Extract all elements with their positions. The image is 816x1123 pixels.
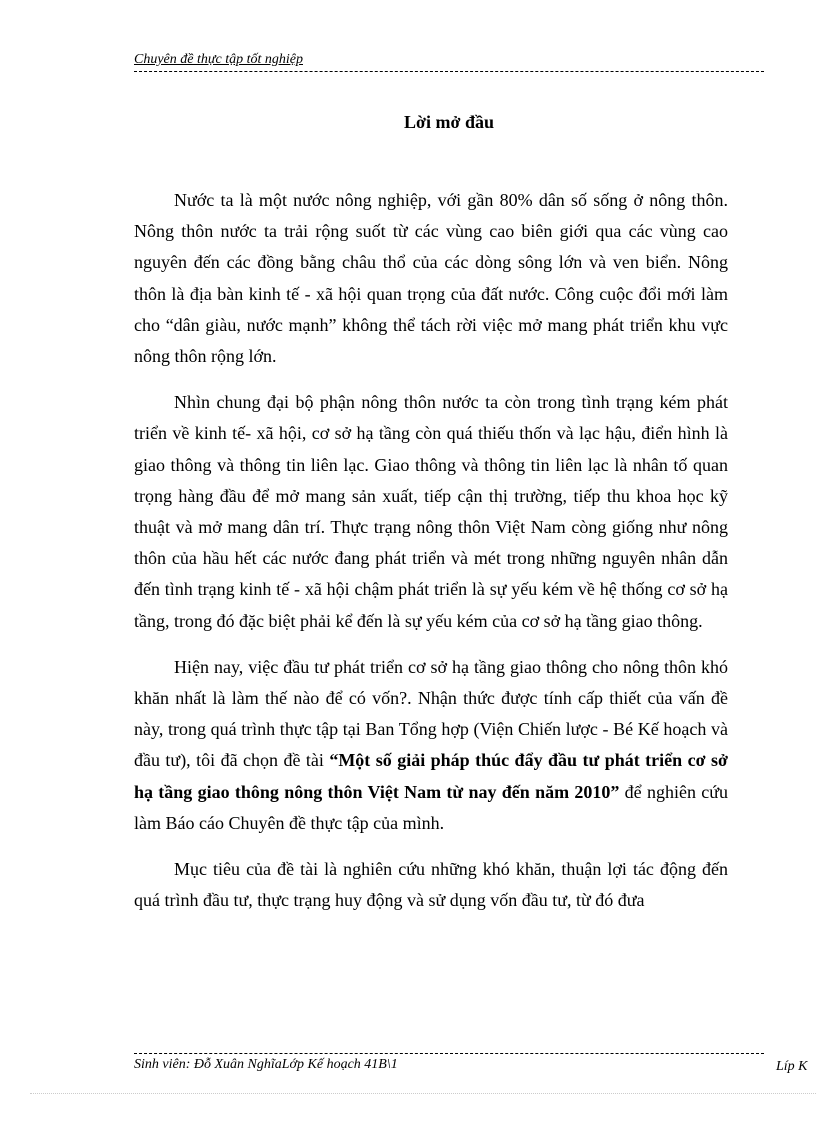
header-text: Chuyên đề thực tập tốt nghiệp xyxy=(134,52,303,67)
page-footer xyxy=(134,1053,764,1076)
paragraph-3-text: Hiện nay, việc đầu tư phát triển cơ sở hạ tầng giao thông cho nông thôn khó khăn nhất là làm thế nào để có vốn?. Nhận thức được tính cấp thiết của vấn đề này, trong quá trình thực tập tại Ban Tổng hợp (Viện Chiến lược - Bé Kế hoạch và đầu tư), tôi đã chọn đề tài xyxy=(134,656,728,771)
page-title: Lời mở đầu xyxy=(404,112,494,132)
thesis-topic-title: “Một số giải pháp thúc đẩy đầu tư phát triển cơ sở hạ tầng giao thông nông thôn Việt Nam từ nay đến năm 2010” xyxy=(134,750,728,802)
footer-student-info: Sinh viên: Đỗ Xuân NghĩaLớp Kế hoạch 41B\1 xyxy=(134,1057,398,1072)
paragraph-4: Mục tiêu của đề tài là nghiên cứu những khó khăn, thuận lợi tác động đến quá trình đầu tư, thực trạng huy động và sử dụng vốn đầu tư, từ đó đưa xyxy=(134,859,728,911)
footer-class-label: Líp K xyxy=(776,1059,808,1074)
paragraph-3 xyxy=(134,652,728,839)
paragraph-1: Nước ta là một nước nông nghiệp, với gần 80% dân số sống ở nông thôn. Nông thôn nước ta trải rộng suốt từ các vùng cao biên giới qua các vùng cao nguyên đến các đồng bằng châu thổ của các dòng sông lớn và ven biển. Nông thôn là địa bàn kinh tế - xã hội quan trọng của đất nước. Công cuộc đổi mới làm cho “dân giàu, nước mạnh” không thể tách rời việc mở mang phát triển khu vực nông thôn rộng lớn. xyxy=(134,190,728,367)
page-bottom-divider xyxy=(30,1093,816,1094)
paragraph-3-text-end: để nghiên cứu làm Báo cáo Chuyên đề thực tập của mình. xyxy=(134,781,728,833)
page-header xyxy=(134,51,764,72)
paragraph-2: Nhìn chung đại bộ phận nông thôn nước ta còn trong tình trạng kém phát triển về kinh tế- xã hội, cơ sở hạ tầng còn quá thiếu thốn và lạc hậu, điển hình là giao thông và thông tin liên lạc. Giao thông và thông tin liên lạc là nhân tố quan trọng hàng đầu để mở mang sản xuất, tiếp cận thị trường, tiếp thu khoa học kỹ thuật và mở mang dân trí. Thực trạng nông thôn Việt Nam còng giống như nông thôn của hầu hết các nước đang phát triển và mét trong những nguyên nhân dẫn đến tình trạng kinh tế - xã hội chậm phát triển là sự yếu kém về hệ thống cơ sở hạ tầng, trong đó đặc biệt phải kể đến là sự yếu kém của cơ sở hạ tầng giao thông. xyxy=(134,392,728,631)
document-body xyxy=(134,185,728,931)
